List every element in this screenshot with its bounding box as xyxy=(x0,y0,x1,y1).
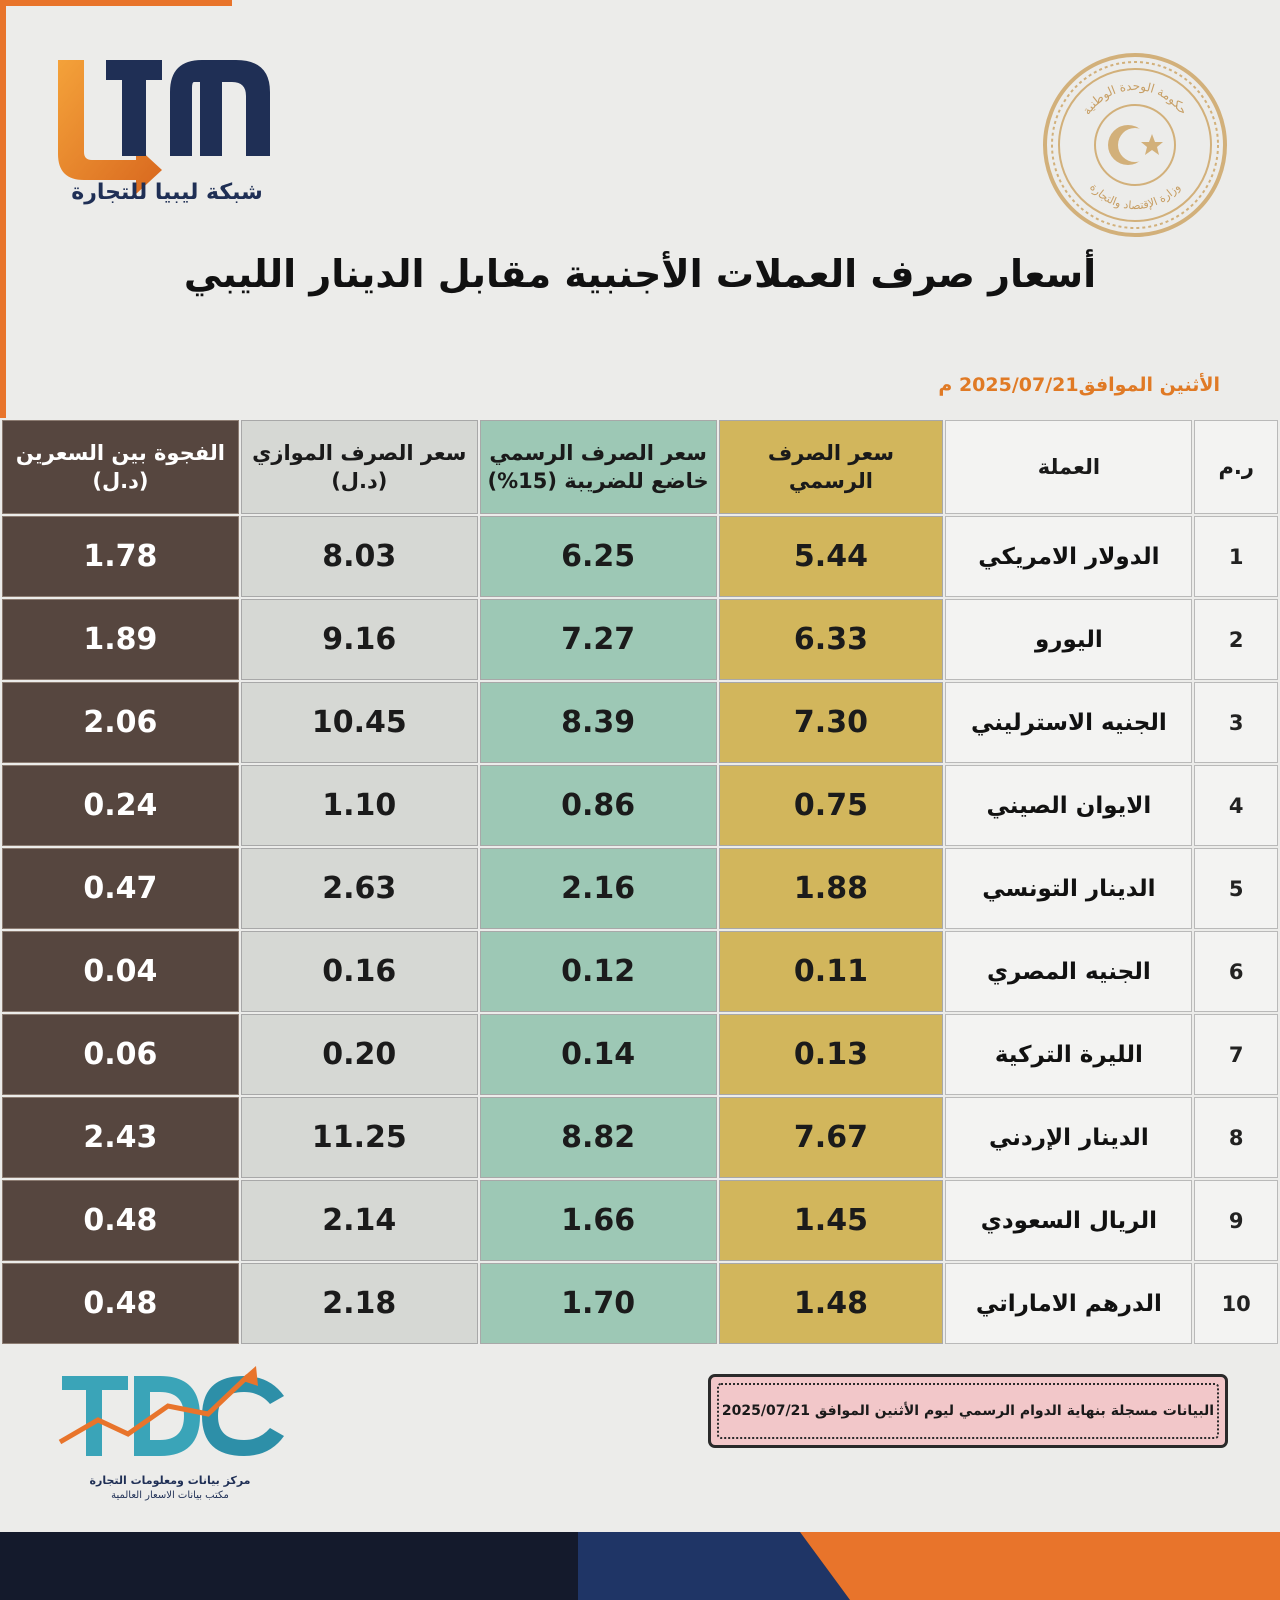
table-header-row xyxy=(2,420,1278,514)
rank-cell: 10 xyxy=(1194,1263,1278,1344)
gap-value: 2.43 xyxy=(83,1120,158,1155)
official-rate-cell xyxy=(719,1180,944,1261)
table-row xyxy=(2,599,1278,680)
svg-text:وزارة الإقتصاد والتجارة: وزارة الإقتصاد والتجارة xyxy=(1087,180,1183,213)
official-rate-value: 6.33 xyxy=(793,622,868,657)
taxed-rate-value: 8.39 xyxy=(561,705,636,740)
exchange-rates-table xyxy=(0,418,1280,1346)
rank-cell: 2 xyxy=(1194,599,1278,680)
currency-cell: الدولار الامريكي xyxy=(945,516,1192,597)
table-row xyxy=(2,1180,1278,1261)
rank-cell: 6 xyxy=(1194,931,1278,1012)
header-official-line2: الرسمي xyxy=(788,469,873,493)
official-rate-value: 1.45 xyxy=(793,1203,868,1238)
taxed-rate-cell xyxy=(480,931,717,1012)
official-rate-value: 1.88 xyxy=(793,871,868,906)
parallel-rate-cell xyxy=(241,1180,478,1261)
parallel-rate-cell xyxy=(241,765,478,846)
taxed-rate-cell xyxy=(480,599,717,680)
currency-cell: الجنيه المصري xyxy=(945,931,1192,1012)
table-row xyxy=(2,1263,1278,1344)
rank-cell: 7 xyxy=(1194,1014,1278,1095)
taxed-rate-cell xyxy=(480,1014,717,1095)
taxed-rate-value: 0.12 xyxy=(561,954,636,989)
table-row xyxy=(2,1014,1278,1095)
official-rate-value: 0.75 xyxy=(793,788,868,823)
table-row xyxy=(2,682,1278,763)
currency-cell: الجنيه الاسترليني xyxy=(945,682,1192,763)
gap-value: 1.89 xyxy=(83,622,158,657)
header-gap xyxy=(2,420,239,514)
gap-cell xyxy=(2,848,239,929)
ltn-tagline: شبكة ليبيا للتجارة xyxy=(71,180,263,205)
header-parallel xyxy=(241,420,478,514)
parallel-rate-value: 1.10 xyxy=(322,788,397,823)
taxed-rate-cell xyxy=(480,765,717,846)
official-rate-cell xyxy=(719,1263,944,1344)
tdc-caption-sub: مكتب بيانات الاسعار العالمية xyxy=(111,1490,229,1501)
header-taxed-line1: سعر الصرف الرسمي xyxy=(489,440,707,465)
parallel-rate-value: 9.16 xyxy=(322,622,397,657)
rank-cell: 8 xyxy=(1194,1097,1278,1178)
parallel-rate-value: 2.18 xyxy=(322,1286,397,1321)
gap-value: 0.47 xyxy=(83,871,158,906)
official-rate-value: 1.48 xyxy=(793,1286,868,1321)
header-taxed xyxy=(480,420,717,514)
currency-cell: الريال السعودي xyxy=(945,1180,1192,1261)
header-parallel-line1: سعر الصرف الموازي xyxy=(252,440,467,465)
tdc-caption-main: مركز بيانات ومعلومات التجارة xyxy=(89,1474,251,1487)
gap-value: 0.06 xyxy=(83,1037,158,1072)
parallel-rate-value: 8.03 xyxy=(322,539,397,574)
parallel-rate-cell xyxy=(241,599,478,680)
taxed-rate-value: 1.66 xyxy=(561,1203,636,1238)
note-text: البيانات مسجلة بنهاية الدوام الرسمي ليوم الأثنين الموافق 2025/07/21 xyxy=(721,1403,1215,1419)
table-row xyxy=(2,931,1278,1012)
rank-cell: 9 xyxy=(1194,1180,1278,1261)
taxed-rate-cell xyxy=(480,1263,717,1344)
currency-cell: الليرة التركية xyxy=(945,1014,1192,1095)
official-rate-cell xyxy=(719,599,944,680)
note-box xyxy=(708,1374,1228,1448)
currency-cell: اليورو xyxy=(945,599,1192,680)
table-row xyxy=(2,848,1278,929)
currency-cell: الايوان الصيني xyxy=(945,765,1192,846)
gap-value: 0.04 xyxy=(83,954,158,989)
official-rate-value: 7.67 xyxy=(793,1120,868,1155)
official-rate-cell xyxy=(719,765,944,846)
gap-value: 1.78 xyxy=(83,539,158,574)
header-official xyxy=(719,420,944,514)
taxed-rate-value: 2.16 xyxy=(561,871,636,906)
official-rate-cell xyxy=(719,848,944,929)
taxed-rate-cell xyxy=(480,516,717,597)
official-rate-cell xyxy=(719,516,944,597)
official-rate-value: 5.44 xyxy=(793,539,868,574)
header-gap-line2: (د.ل) xyxy=(92,469,149,493)
parallel-rate-value: 0.20 xyxy=(322,1037,397,1072)
official-rate-cell xyxy=(719,1014,944,1095)
rank-cell: 4 xyxy=(1194,765,1278,846)
taxed-rate-value: 6.25 xyxy=(561,539,636,574)
header-official-line1: سعر الصرف xyxy=(767,440,894,465)
rank-cell: 3 xyxy=(1194,682,1278,763)
top-accent-bar xyxy=(0,0,232,6)
gap-value: 2.06 xyxy=(83,705,158,740)
taxed-rate-value: 8.82 xyxy=(561,1120,636,1155)
page-title: أسعار صرف العملات الأجنبية مقابل الدينار الليبي xyxy=(183,252,1097,296)
currency-cell: الدينار التونسي xyxy=(945,848,1192,929)
gap-cell xyxy=(2,1097,239,1178)
header-currency: العملة xyxy=(945,420,1192,514)
currency-cell: الدرهم الاماراتي xyxy=(945,1263,1192,1344)
ministry-seal xyxy=(1040,50,1230,240)
gap-cell xyxy=(2,765,239,846)
taxed-rate-cell xyxy=(480,1180,717,1261)
official-rate-cell xyxy=(719,1097,944,1178)
table-row xyxy=(2,516,1278,597)
svg-text:حكومة الوحدة الوطنية: حكومة الوحدة الوطنية xyxy=(1079,78,1191,118)
parallel-rate-value: 0.16 xyxy=(322,954,397,989)
table-row xyxy=(2,1097,1278,1178)
taxed-rate-cell xyxy=(480,848,717,929)
header-parallel-line2: (د.ل) xyxy=(331,469,388,493)
header-taxed-line2: خاضع للضريبة (15%) xyxy=(487,469,709,493)
gap-cell xyxy=(2,599,239,680)
currency-cell: الدينار الإردني xyxy=(945,1097,1192,1178)
parallel-rate-cell xyxy=(241,1014,478,1095)
bottom-band xyxy=(0,1532,1280,1600)
parallel-rate-value: 2.14 xyxy=(322,1203,397,1238)
rank-cell: 5 xyxy=(1194,848,1278,929)
parallel-rate-cell xyxy=(241,848,478,929)
parallel-rate-cell xyxy=(241,931,478,1012)
parallel-rate-cell xyxy=(241,516,478,597)
gap-cell xyxy=(2,931,239,1012)
official-rate-value: 0.13 xyxy=(793,1037,868,1072)
official-rate-cell xyxy=(719,682,944,763)
taxed-rate-value: 0.14 xyxy=(561,1037,636,1072)
header-gap-line1: الفجوة بين السعرين xyxy=(15,440,225,465)
tdc-logo xyxy=(58,1362,298,1472)
note-inner-border xyxy=(717,1383,1219,1439)
parallel-rate-cell xyxy=(241,682,478,763)
gap-cell xyxy=(2,1263,239,1344)
gap-cell xyxy=(2,1180,239,1261)
taxed-rate-value: 7.27 xyxy=(561,622,636,657)
official-rate-value: 0.11 xyxy=(793,954,868,989)
table-row xyxy=(2,765,1278,846)
parallel-rate-cell xyxy=(241,1263,478,1344)
parallel-rate-value: 10.45 xyxy=(311,705,407,740)
gap-value: 0.24 xyxy=(83,788,158,823)
taxed-rate-cell xyxy=(480,682,717,763)
taxed-rate-value: 0.86 xyxy=(561,788,636,823)
taxed-rate-cell xyxy=(480,1097,717,1178)
parallel-rate-value: 11.25 xyxy=(311,1120,407,1155)
gap-cell xyxy=(2,682,239,763)
left-accent-bar xyxy=(0,0,6,418)
taxed-rate-value: 1.70 xyxy=(561,1286,636,1321)
gap-value: 0.48 xyxy=(83,1286,158,1321)
official-rate-value: 7.30 xyxy=(793,705,868,740)
header-rank: ر.م xyxy=(1194,420,1278,514)
official-rate-cell xyxy=(719,931,944,1012)
rank-cell: 1 xyxy=(1194,516,1278,597)
date-line: الأثنين الموافق2025/07/21 م xyxy=(938,374,1220,396)
parallel-rate-cell xyxy=(241,1097,478,1178)
gap-value: 0.48 xyxy=(83,1203,158,1238)
parallel-rate-value: 2.63 xyxy=(322,871,397,906)
gap-cell xyxy=(2,1014,239,1095)
gap-cell xyxy=(2,516,239,597)
